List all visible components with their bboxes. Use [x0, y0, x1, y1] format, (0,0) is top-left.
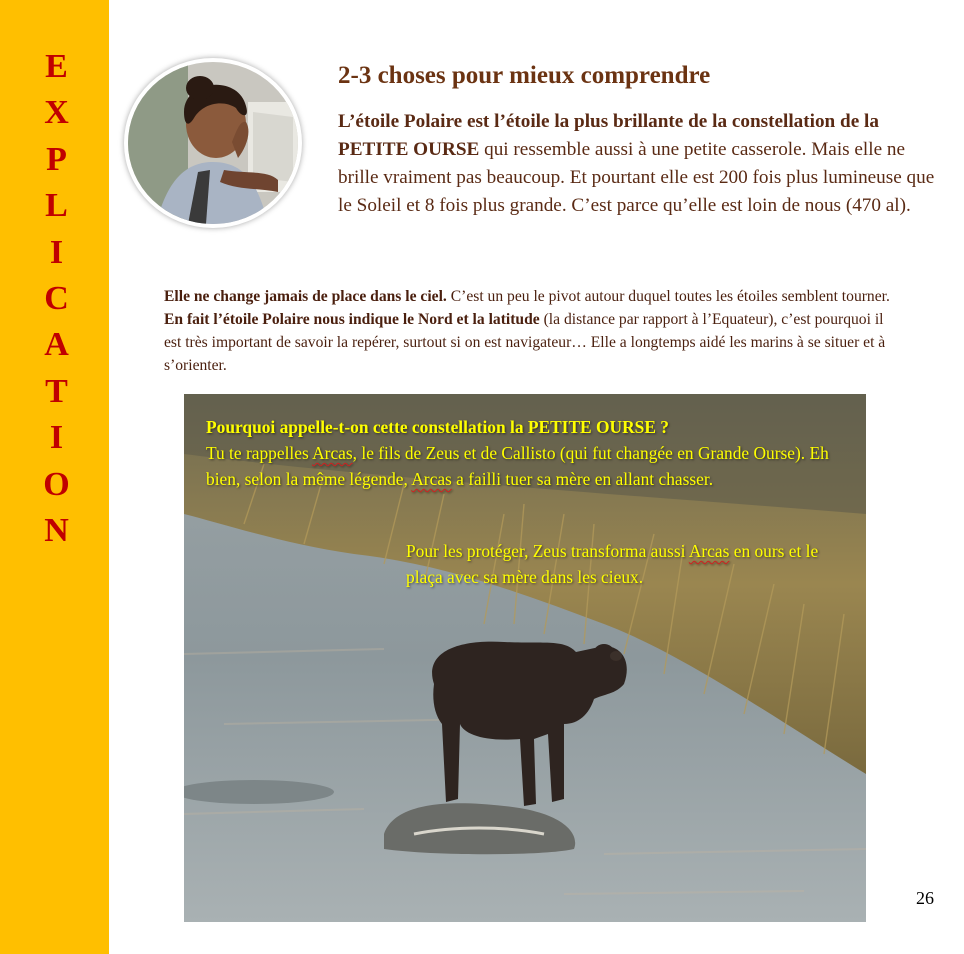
arcas-word: Arcas	[312, 443, 353, 463]
zeus-paragraph	[406, 538, 856, 590]
sidebar-letter: X	[44, 94, 69, 132]
para2-text-2: (la distance par rapport à l’Equateur), c’est pourquoi il est très important de savoir la repérer, surtout si on est navigateur… Elle a longtemps aidé les marins à se situer et à s’orienter.	[164, 311, 886, 374]
sidebar-letter: E	[45, 48, 68, 85]
legend-text: , le fils de Zeus et de Callisto (qui fut changée en Grande Ourse). Eh bien, selon la même légende,	[206, 443, 829, 489]
para2-bold-1: Elle ne change jamais de place dans le ciel.	[164, 288, 447, 305]
legend-question: Pourquoi appelle-t-on cette constellation la PETITE OURSE ?	[206, 417, 669, 437]
explication-sidebar	[0, 0, 109, 954]
para2-text-1: C’est un peu le pivot autour duquel toutes les étoiles semblent tourner.	[446, 288, 890, 305]
legend-text: Tu te rappelles	[206, 443, 313, 463]
person-photo-icon	[128, 62, 298, 224]
legend-text: a failli tuer sa mère en allant chasser.	[451, 469, 714, 489]
sidebar-letter: L	[45, 187, 68, 225]
sidebar-letter: I	[49, 419, 64, 457]
zeus-text: en ours et le plaça avec sa mère dans les cieux.	[406, 541, 819, 587]
avatar	[124, 58, 302, 228]
para2-bold-2: En fait l’étoile Polaire nous indique le Nord et la latitude	[164, 311, 540, 328]
arcas-word: Arcas	[411, 469, 452, 489]
legend-paragraph	[206, 414, 856, 492]
intro-text: qui ressemble aussi à une petite casserole. Mais elle ne brille vraiment pas beaucoup. Et pourtant elle est 200 fois plus lumineuse que le Soleil et 8 fois plus grande. C’est parce qu’elle est loin de nous (470 al).	[338, 139, 935, 216]
zeus-text: Pour les protéger, Zeus transforma aussi	[406, 541, 689, 561]
sidebar-letter: N	[44, 511, 69, 549]
sidebar-letter: I	[49, 233, 64, 271]
sidebar-vertical-title	[0, 44, 109, 554]
page-number: 26	[916, 888, 934, 908]
sidebar-letter: C	[44, 279, 69, 317]
pole-star-paragraph	[164, 285, 904, 377]
sidebar-letter: A	[44, 326, 69, 364]
intro-bold-text: L’étoile Polaire est l’étoile la plus brillante de la constellation de la PETITE OURSE	[338, 111, 879, 160]
intro-paragraph	[338, 108, 948, 220]
arcas-word: Arcas	[688, 541, 730, 561]
sidebar-letter: P	[46, 140, 67, 178]
section-heading: 2-3 choses pour mieux comprendre	[338, 62, 711, 89]
bear-photo	[184, 394, 866, 922]
sidebar-letter: O	[43, 465, 70, 503]
sidebar-letter: T	[45, 372, 68, 410]
